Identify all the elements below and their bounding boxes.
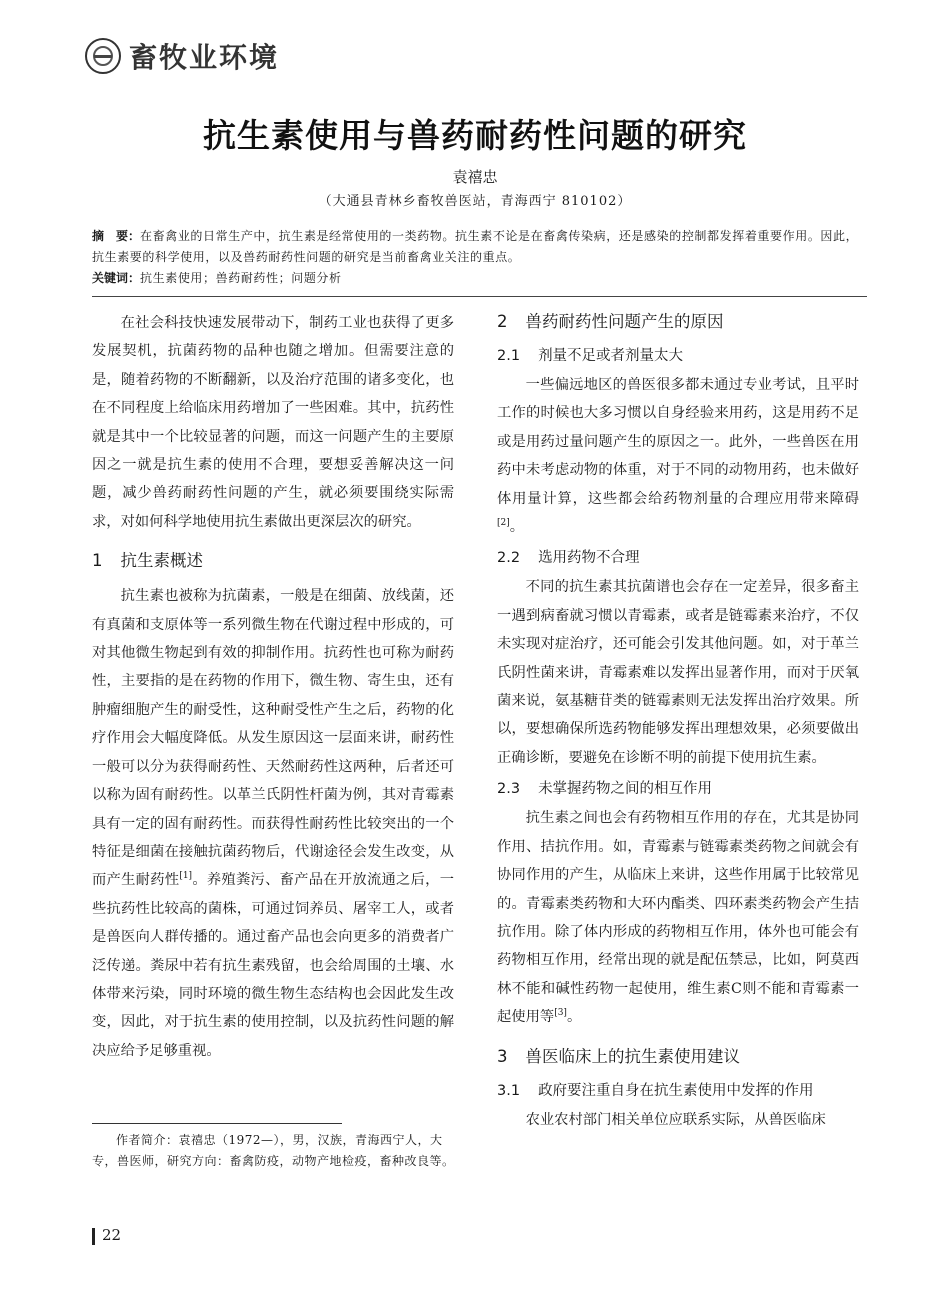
page-number: 22 [102,1226,122,1244]
page-marker-bar [92,1228,95,1245]
intro-paragraph: 在社会科技快速发展带动下，制药工业也获得了更多发展契机，抗菌药物的品种也随之增加。但需要注意的是，随着药物的不断翻新，以及治疗范围的诸多变化，也在不同程度上给临床用药增加了一些困难。其中，抗药性就是其中一个比较显著的问题，而这一问题产生的主要原因之一就是抗生素的使用不合理，要想妥善解决这一问题，减少兽药耐药性问题的产生，就必须要围绕实际需求，对如何科学地使用抗生素做出更深层次的研究。 [92,315,454,530]
subsection-3-1-title: 政府要注重自身在抗生素使用中发挥的作用 [538,1082,814,1099]
author-name: 袁禧忠 [452,168,498,186]
subsection-2-1-title: 剂量不足或者剂量太大 [538,348,684,364]
subsection-2-3-heading [497,776,859,802]
abstract-text: 在畜禽业的日常生产中，抗生素是经常使用的一类药物。抗生素不论是在畜禽传染病，还是感染的控制都发挥着重要作用。因此，抗生素要的科学使用，以及兽药耐药性问题的研究是当前畜禽业关注的重点。 [92,229,859,264]
subsection-2-2-number: 2.2 [497,550,521,567]
subsection-2-3-number: 2.3 [497,781,521,798]
subsection-2-3-end: 。 [566,1009,582,1026]
article-title: 抗生素使用与兽药耐药性问题的研究 [203,116,747,155]
abstract [92,226,867,268]
section-1-text-a: 抗生素也被称为抗菌素，一般是在细菌、放线菌，还有真菌和支原体等一系列微生物在代谢过程中形成的，可对其他微生物起到有效的抑制作用。抗药性也可称为耐药性，主要指的是在药物的作用下，微生物、寄生虫，还有肿瘤细胞产生的耐受性，这种耐受性产生之后，药物的化疗作用会大幅度降低。从发生原因这一层面来讲，耐药性一般可以分为获得耐药性、天然耐药性这两种，后者还可以称为固有耐药性。以革兰氏阴性杆菌为例，其对青霉素具有一定的固有耐药性。而获得性耐药性比较突出的一个特征是细菌在接触抗菌药物后，代谢途径会发生改变，从而产生耐药性 [92,588,454,889]
subsection-3-1-paragraph: 农业农村部门相关单位应联系实际，从兽医临床 [525,1111,826,1128]
subsection-2-2-paragraph: 不同的抗生素其抗菌谱也会存在一定差异，很多畜主一遇到病畜就习惯以青霉素，或者是链霉素来治疗，不仅未实现对症治疗，还可能会引发其他问题。如，对于革兰氏阴性菌来讲，青霉素难以发挥出显著作用，而对于厌氧菌来说，氨基糖苷类的链霉素则无法发挥出治疗效果。所以，要想确保所选药物能够发挥出理想效果，必须要做出正确诊断，要避免在诊断不明的前提下使用抗生素。 [497,579,859,766]
citation-2[interactable]: [2] [497,518,510,529]
journal-name: 畜牧业环境 [129,41,280,74]
subsection-2-2-title: 选用药物不合理 [538,550,640,567]
abstract-divider [92,296,867,297]
section-2-title: 兽药耐药性问题产生的原因 [525,312,724,331]
subsection-3-1-heading [497,1078,859,1104]
right-column [497,309,859,1134]
author-affiliation: （大通县青林乡畜牧兽医站，青海西宁 810102） [318,194,632,209]
subsection-2-3-text: 抗生素之间也会有药物相互作用的存在，尤其是协同作用、拮抗作用。如，青霉素与链霉素类药物之间就会有协同作用的产生，从临床上来讲，这些作用属于比较常见的。青霉素类药物和大环内酯类、四环素类药物会产生拮抗作用。除了体内形成的药物相互作用，体外也可能会有药物相互作用，经常出现的就是配伍禁忌，比如，阿莫西林不能和碱性药物一起使用，维生素C则不能和青霉素一起使用等 [497,810,859,1026]
subsection-3-1-number: 3.1 [497,1082,521,1099]
subsection-2-1-heading [497,343,859,369]
subsection-2-1-text: 一些偏远地区的兽医很多都未通过专业考试，且平时工作的时候也大多习惯以自身经验来用药，这是用药不足或是用药过量问题产生的原因之一。此外，一些兽医在用药中未考虑动物的体重，对于不同的动物用药，也未做好体用量计算，这些都会给药物剂量的合理应用带来障碍 [497,377,859,507]
abstract-label: 摘 要： [92,229,141,243]
section-3-heading [497,1044,859,1070]
section-1-heading [92,548,454,574]
citation-1[interactable]: [1] [179,871,193,882]
citation-3[interactable]: [3] [554,1008,567,1019]
journal-seal-icon [85,38,121,74]
author-footnote: 作者简介：袁禧忠（1972—），男，汉族，青海西宁人，大专，兽医师，研究方向：畜禽防疫，动物产地检疫，畜种改良等。 [92,1133,455,1168]
section-3-number: 3 [497,1046,508,1066]
section-3-title: 兽医临床上的抗生素使用建议 [525,1046,740,1066]
section-2-heading [497,309,859,335]
subsection-2-1-number: 2.1 [497,348,521,364]
keywords [92,268,867,289]
section-1-number: 1 [92,551,103,571]
subsection-2-1-paragraph [497,371,859,541]
section-1-paragraph [92,582,454,1065]
section-1-text-b: 。养殖粪污、畜产品在开放流通之后，一些抗药性比较高的菌株，可通过饲养员、屠宰工人，或者是兽医向人群传播的。通过畜产品也会向更多的消费者广泛传递。粪尿中若有抗生素残留，也会给周围的土壤、水体带来污染，同时环境的微生物生态结构也会因此发生改变，因此，对于抗生素的使用控制，以及抗药性问题的解决应给予足够重视。 [92,872,454,1059]
left-column [92,309,454,1065]
subsection-2-3-title: 未掌握药物之间的相互作用 [538,781,713,798]
footnote-divider [92,1123,342,1124]
subsection-2-1-end: 。 [509,519,525,536]
subsection-2-3-paragraph [497,804,859,1031]
section-2-number: 2 [497,312,508,331]
journal-logo [85,36,279,76]
keywords-label: 关键词： [92,271,141,285]
keywords-text: 抗生素使用；兽药耐药性；问题分析 [140,271,342,285]
section-1-title: 抗生素概述 [120,551,203,571]
subsection-2-2-heading [497,545,859,571]
